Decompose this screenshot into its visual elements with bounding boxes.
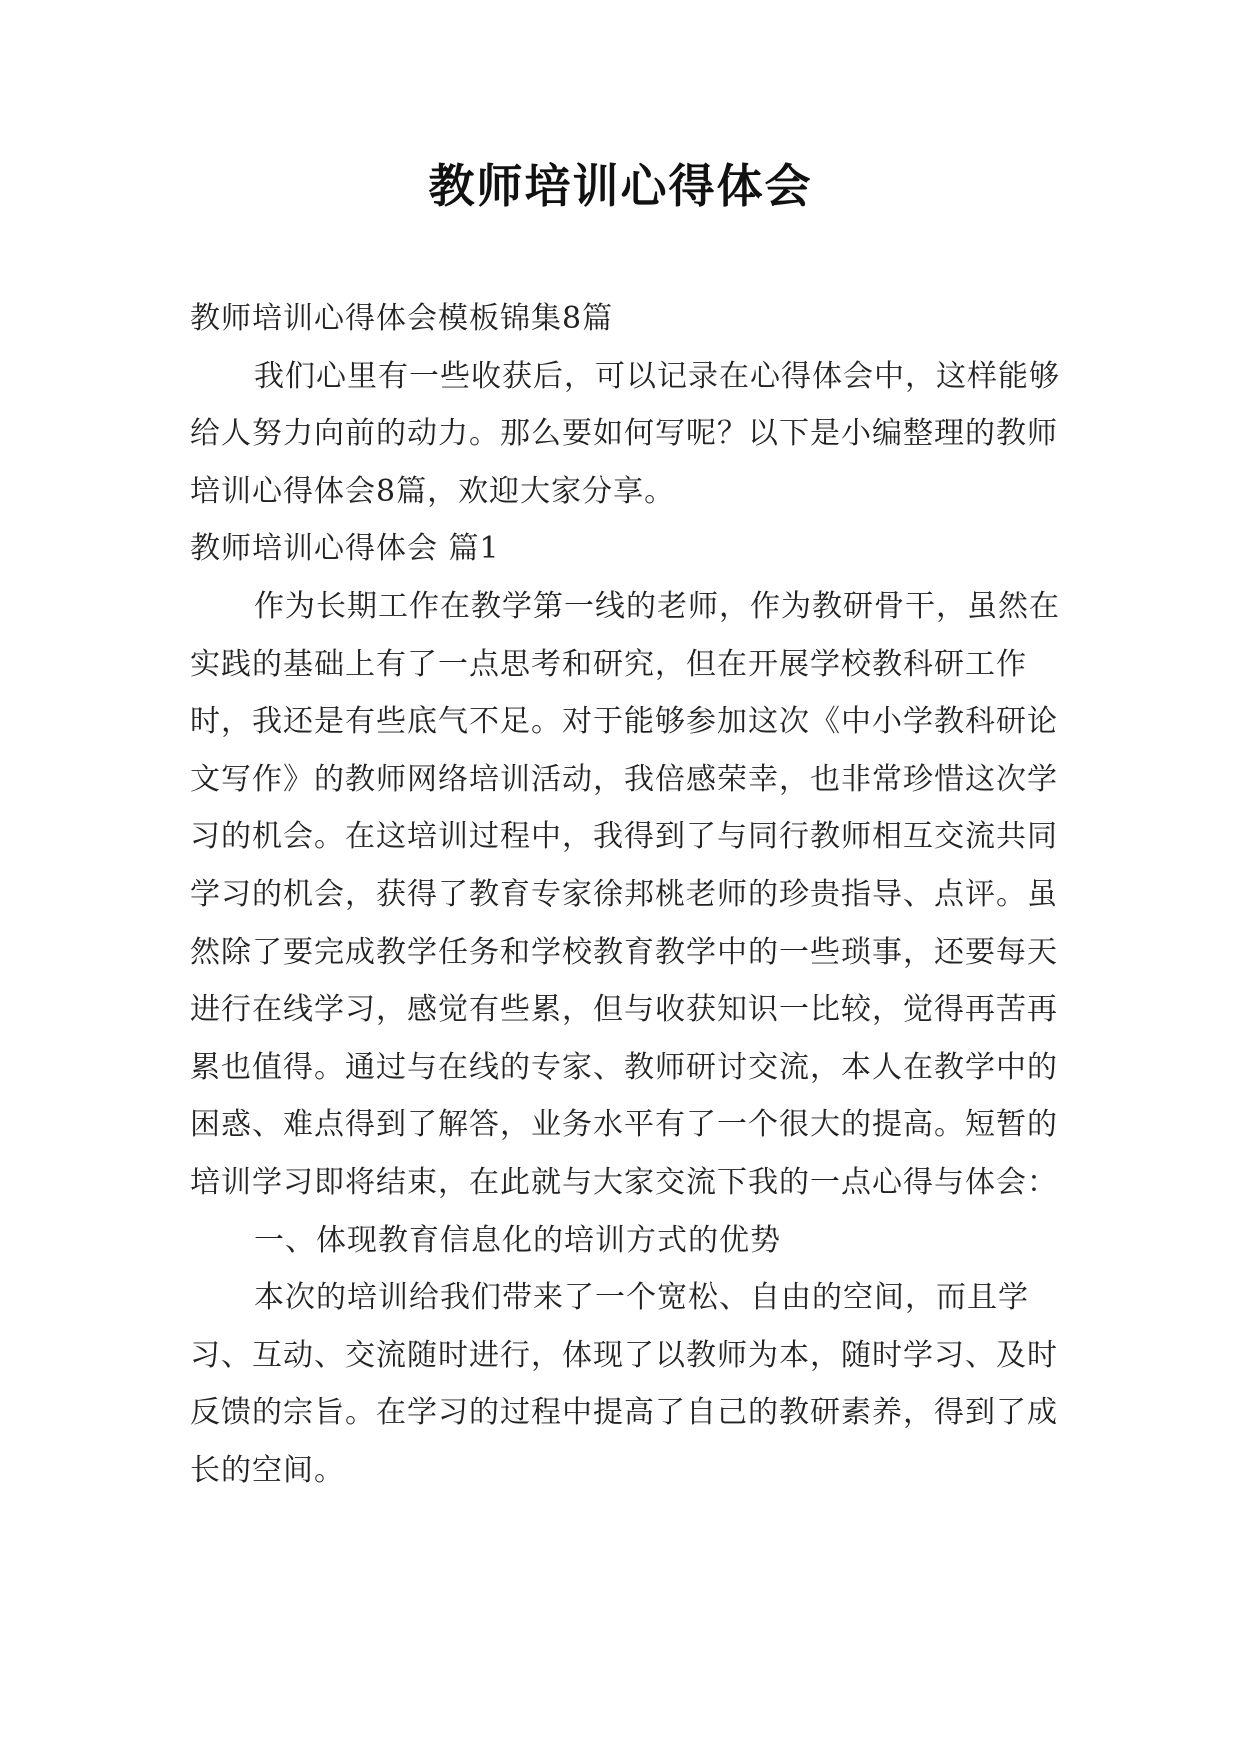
body-paragraph: 作为长期工作在教学第一线的老师，作为教研骨干，虽然在实践的基础上有了一点思考和研究，但在开展学校教科研工作时，我还是有些底气不足。对于能够参加这次《中小学教科研论文写作》的教师网络培训活动，我倍感荣幸，也非常珍惜这次学习的机会。在这培训过程中，我得到了与同行教师相互交流共同学习的机会，获得了教育专家徐邦桃老师的珍贵指导、点评。虽然除了要完成教学任务和学校教育教学中的一些琐事，还要每天进行在线学习，感觉有些累，但与收获知识一比较，觉得再苦再累也值得。通过与在线的专家、教师研讨交流，本人在教学中的困惑、难点得到了解答，业务水平有了一个很大的提高。短暂的培训学习即将结束，在此就与大家交流下我的一点心得与体会： (190, 588, 1060, 1200)
document-title: 教师培训心得体会 (428, 159, 813, 213)
body-paragraph: 本次的培训给我们带来了一个宽松、自由的空间，而且学习、互动、交流随时进行，体现了以教师为本，随时学习、及时反馈的宗旨。在学习的过程中提高了自己的教研素养，得到了成长的空间。 (190, 1280, 1058, 1488)
section-heading: 教师培训心得体会 篇1 (190, 531, 500, 567)
intro-paragraph: 我们心里有一些收获后，可以记录在心得体会中，这样能够给人努力向前的动力。那么要如何写呢？以下是小编整理的教师培训心得体会8篇，欢迎大家分享。 (190, 358, 1060, 509)
point-heading: 一、体现教育信息化的培训方式的优势 (254, 1222, 781, 1258)
document-subtitle: 教师培训心得体会模板锦集8篇 (190, 301, 614, 336)
document-body (190, 290, 1060, 1499)
